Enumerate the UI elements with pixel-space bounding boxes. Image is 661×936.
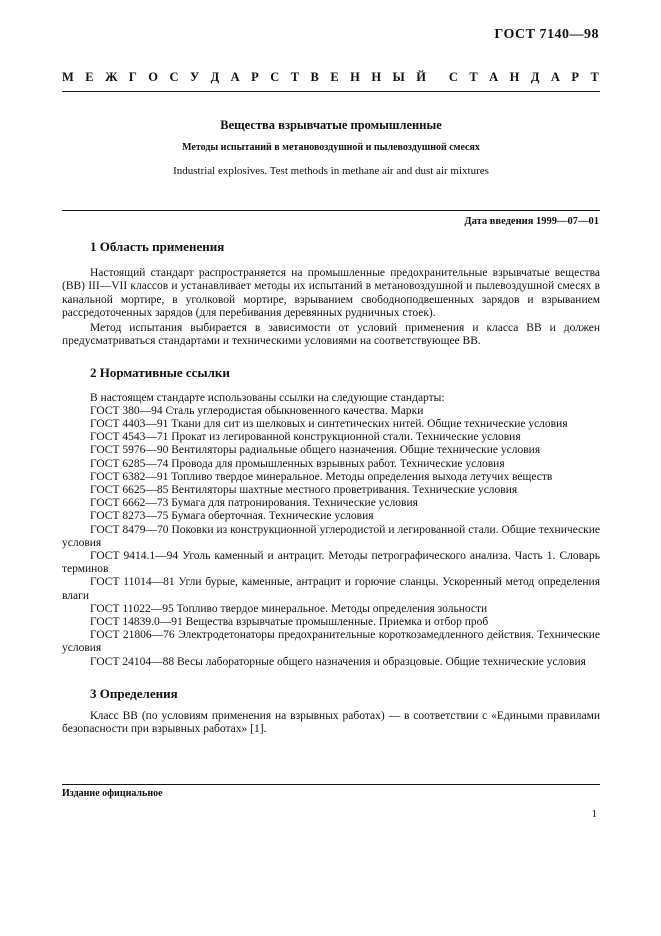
reference-item: ГОСТ 8479—70 Поковки из конструкционной углеродистой и легированной стали. Общие технические условия: [62, 523, 600, 549]
official-edition-label: Издание официальное: [62, 788, 163, 799]
interstate-standard-banner: [62, 70, 599, 85]
paragraph: Настоящий стандарт распространяется на промышленные предохранительные взрывчатые вещества (ВВ) III—VII классов и устанавливает методы их испытаний в метановоздушной и пылевоздушной смесях в канальной мортире, в уголковой мортире, взрыванием свободноподвешенных зарядов и взрыванием рассредоточенных зарядов (для перебивания деревянных рудничных стоек).: [62, 267, 600, 319]
reference-intro: В настоящем стандарте использованы ссылки на следующие стандарты:: [90, 391, 445, 404]
banner-letter: Т: [590, 70, 599, 84]
paragraph: Метод испытания выбирается в зависимости от условий применения и класса ВВ и должен предусматриваться стандартами и техническими условиями на соответствующее ВВ.: [62, 322, 600, 348]
reference-item: ГОСТ 5976—90 Вентиляторы радиальные общего назначения. Общие технические условия: [90, 444, 541, 457]
paragraph: Класс ВВ (по условиям применения на взрывных работах) — в соответствии с «Едиными правилами безопасности при взрывных работах» [1].: [62, 710, 600, 736]
banner-letter: С: [169, 70, 179, 84]
reference-item: ГОСТ 9414.1—94 Уголь каменный и антрацит. Методы петрографического анализа. Часть 1. Словарь терминов: [62, 550, 600, 576]
section-normative-references: [62, 366, 600, 668]
reference-item: ГОСТ 24104—88 Весы лабораторные общего назначения и образцовые. Общие технические условия: [90, 655, 586, 668]
document-body: [62, 240, 600, 737]
reference-item: ГОСТ 8273—75 Бумага оберточная. Технические условия: [90, 510, 374, 523]
banner-letter: Е: [330, 70, 339, 84]
banner-letter: Р: [251, 70, 259, 84]
reference-item: ГОСТ 6625—85 Вентиляторы шахтные местного проветривания. Технические условия: [90, 484, 518, 497]
banner-letter: Т: [290, 70, 300, 84]
banner-letter: Е: [85, 70, 94, 84]
reference-item: ГОСТ 6382—91 Топливо твердое минеральное. Методы определения выхода летучих веществ: [90, 470, 553, 483]
reference-item: ГОСТ 380—94 Сталь углеродистая обыкновенного качества. Марки: [90, 404, 424, 417]
banner-letter: Н: [350, 70, 360, 84]
section-heading: 3 Определения: [90, 685, 178, 701]
banner-letter: Д: [530, 70, 540, 84]
gost-number: ГОСТ 7140—98: [494, 27, 599, 42]
reference-item: ГОСТ 14839.0—91 Вещества взрывчатые промышленные. Приемка и отбор проб: [90, 616, 489, 629]
title-divider: [62, 210, 600, 211]
banner-letter: А: [489, 70, 499, 84]
section-definitions: [62, 687, 600, 737]
banner-letter: С: [270, 70, 280, 84]
reference-item: ГОСТ 11014—81 Угли бурые, каменные, антрацит и горючие сланцы. Ускоренный метод определения влаги: [62, 576, 600, 602]
footer-divider: [62, 784, 600, 785]
reference-item: ГОСТ 6285—74 Провода для промышленных взрывных работ. Технические условия: [90, 457, 505, 470]
reference-item: ГОСТ 11022—95 Топливо твердое минеральное. Методы определения зольности: [90, 602, 488, 615]
reference-list: [62, 392, 600, 669]
page-number: 1: [591, 808, 597, 820]
banner-letter: В: [310, 70, 319, 84]
introduction-date: Дата введения 1999—07—01: [464, 216, 599, 227]
banner-letter: Н: [509, 70, 520, 84]
document-title-english: Industrial explosives. Test methods in methane air and dust air mixtures: [173, 165, 489, 177]
banner-letter: У: [189, 70, 200, 84]
banner-letter: А: [230, 70, 240, 84]
section-heading: 1 Область применения: [90, 239, 225, 254]
banner-letter: Т: [469, 70, 478, 84]
banner-letter: А: [550, 70, 560, 84]
banner-letter: Ж: [105, 70, 118, 84]
section-scope: [62, 240, 600, 348]
banner-letter: С: [448, 70, 458, 84]
banner-letter: О: [148, 70, 159, 84]
banner-letter: Р: [571, 70, 580, 84]
banner-letter: Г: [128, 70, 137, 84]
reference-item: ГОСТ 21806—76 Электродетонаторы предохранительные короткозамедленного действия. Технические условия: [62, 629, 600, 655]
banner-letter: М: [62, 70, 74, 84]
top-divider: [62, 91, 600, 92]
banner-letter: Й: [416, 70, 426, 84]
banner-letter: Ы: [392, 70, 405, 84]
reference-item: ГОСТ 4543—71 Прокат из легированной конструкционной стали. Технические условия: [90, 431, 521, 444]
reference-item: ГОСТ 6662—73 Бумага для патронирования. Технические условия: [90, 497, 418, 510]
banner-letter: Н: [371, 70, 382, 84]
banner-letter: Д: [210, 70, 220, 84]
document-title: Вещества взрывчатые промышленные: [220, 118, 442, 132]
reference-item: ГОСТ 4403—91 Ткани для сит из шелковых и синтетических нитей. Общие технические условия: [90, 418, 568, 431]
section-heading: 2 Нормативные ссылки: [90, 365, 230, 381]
document-subtitle: Методы испытаний в метановоздушной и пылевоздушной смесях: [182, 142, 480, 153]
